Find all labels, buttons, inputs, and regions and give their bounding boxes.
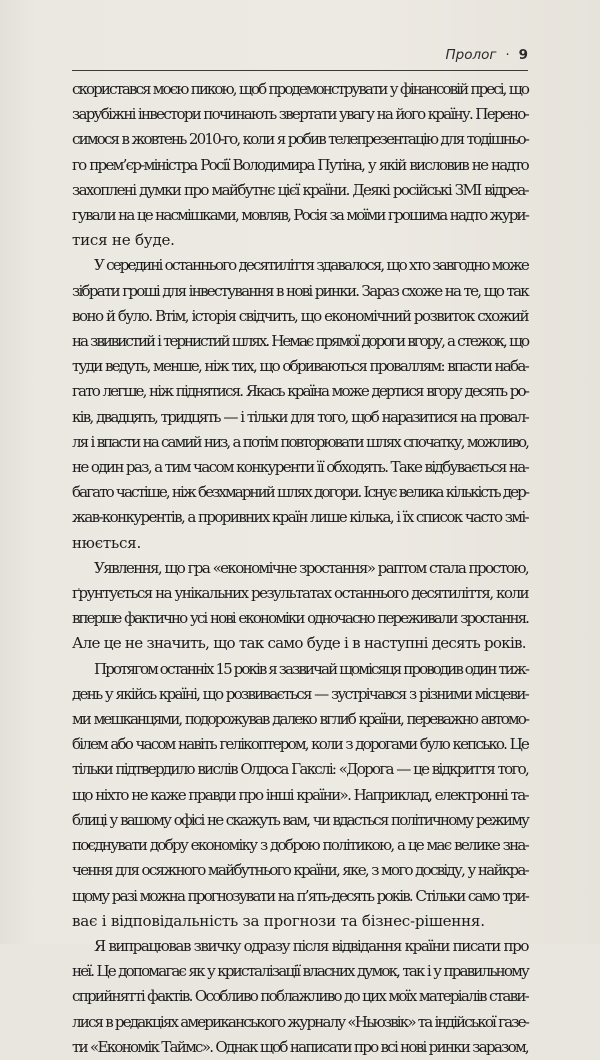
header-separator: · [505,47,510,63]
text-line: лися в редакціях американського журналу «Ньюзвік» та індійської газе- [72,1012,528,1031]
text-line: ґрунтується на унікальних результатах останнього десятиліття, коли [72,584,528,603]
text-line: Протягом останніх 15 років я зазвичай щомісяця проводив один тиж- [94,659,528,678]
text-line: туди ведуть, менше, ніж тих, що обриваються проваллям: впасти наба- [72,357,528,376]
paragraph [72,253,528,555]
paragraph [72,556,528,657]
text-line: зібрати гроші для інвестування в нові ринки. Зараз схоже на те, що так [72,281,528,300]
text-line: Але це не значить, що так само буде і в наступні десять років. [72,634,526,653]
text-line: зарубіжні інвестори починають звертати увагу на його країну. Перено- [72,105,528,124]
paragraph [72,657,528,934]
text-line: го прем’єр-міністра Росії Володимира Путіна, у якій висловив не надто [72,155,528,174]
text-line: жав-конкурентів, а проривних країн лише кілька, і їх список часто змі- [72,508,528,527]
text-line: на звивистий і тернистий шлях. Немає прямої дороги вгору, а стежок, що [72,332,528,351]
paragraph [72,77,528,253]
text-line: блиці у вашому офісі не скажуть вам, чи вдасться політичному режиму [72,810,528,829]
text-line: щому разі можна прогнозувати на п’ять-десять років. Стільки само три- [72,886,528,905]
body-text [72,77,528,1060]
text-line: ми мешканцями, подорожував далеко вглиб країни, переважно автомо- [72,710,528,729]
text-line: Уявлення, що гра «економічне зростання» раптом стала простою, [94,558,528,577]
text-line: воно й було. Втім, історія свідчить, що економічний розвиток схожий [72,306,528,325]
text-line: ває і відповідальність за прогнози та бізнес-рішення. [72,911,485,930]
text-line: симося в жовтень 2010-го, коли я робив телепрезентацію для тодішньо- [72,130,528,149]
text-line: ля і впасти на самий низ, а потім повторювати шлях спочатку, можливо, [72,432,528,451]
text-line: тільки підтвердило вислів Олдоса Гакслі: «Дорога — це відкриття того, [72,760,528,779]
text-line: не один раз, а тим часом конкуренти її обходять. Таке відбувається на- [72,458,529,477]
running-head [445,47,528,63]
text-line: білем або часом навіть гелікоптером, коли з дорогами було кепсько. Це [72,735,528,754]
text-line: нюється. [72,533,141,552]
text-line: захоплені думки про майбутнє цієї країни. Деякі російські ЗМІ відреа- [72,180,528,199]
text-line: що ніхто не каже правди про інші країни». Наприклад, електронні та- [72,785,528,804]
text-line: скористався моєю пикою, щоб продемонструвати у фінансовій пресі, що [72,80,528,98]
text-line: гували на це насмішками, мовляв, Росія за моїми грошима надто жури- [72,206,528,225]
text-line: ків, двадцять, тридцять — і тільки для того, щоб наразитися на провал- [72,407,528,426]
chapter-title: Пролог [445,47,497,63]
text-line: У середині останнього десятиліття здавалося, що хто завгодно може [94,256,528,275]
page-number: 9 [518,47,528,63]
text-line: чення для осяжного майбутнього країни, яке, з мого досвіду, у найкра- [72,861,528,880]
text-line: багато частіше, ніж безхмарний шлях догори. Існує велика кількість дер- [72,483,528,502]
text-line: поєднувати добру економіку з доброю політикою, а це має велике зна- [72,836,528,855]
text-line: гато легше, ніж піднятися. Якась країна може дертися вгору десять ро- [72,382,528,401]
text-line: тися не буде. [72,231,175,250]
text-line: Я випрацював звичку одразу після відвідання країни писати про [94,936,528,955]
text-line: день у якійсь країні, що розвивається — зустрічався з різними місцеви- [72,684,528,703]
text-line: неї. Це допомагає як у кристалізації власних думок, так і у правильному [72,962,528,981]
paragraph [72,934,528,1060]
text-line: ти «Економік Таймс». Однак щоб написати про всі нові ринки заразом, [72,1037,528,1056]
text-line: сприйнятті фактів. Особливо поблажливо до цих моїх матеріалів стави- [72,987,528,1006]
header-rule [72,70,528,71]
text-line: вперше фактично усі нові економіки одночасно переживали зростання. [72,609,528,628]
